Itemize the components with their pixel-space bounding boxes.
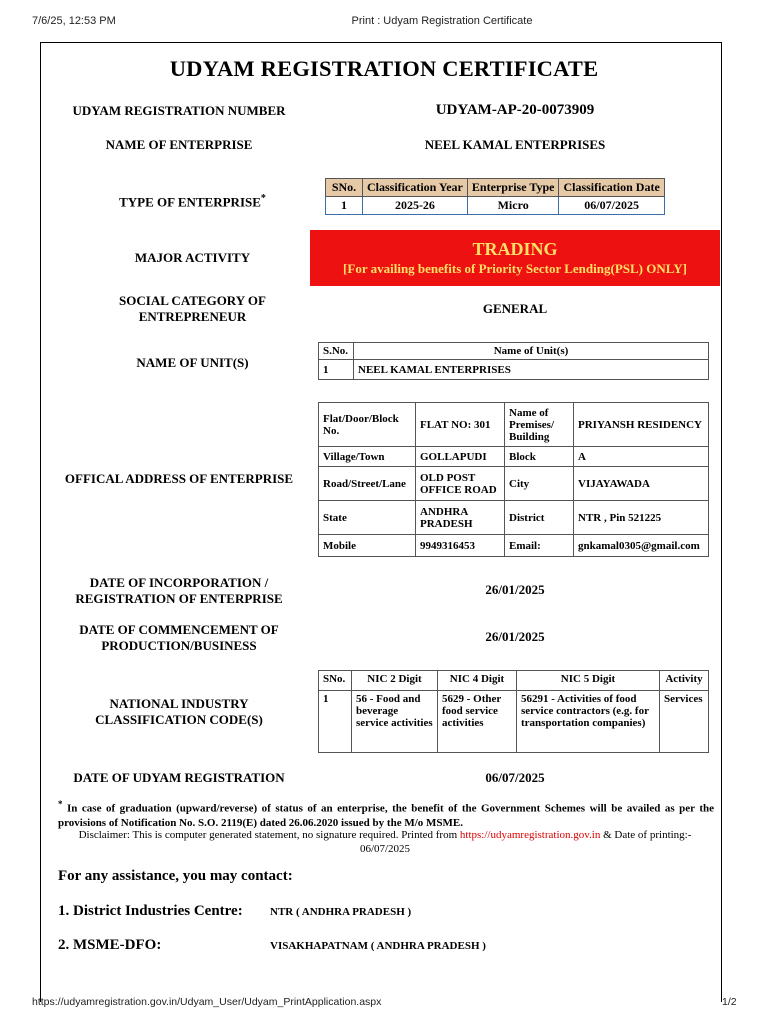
disclaimer-link[interactable]: https://udyamregistration.gov.in: [459, 829, 601, 841]
addr-district-label: District: [505, 501, 574, 535]
enterprise-name-label: NAME OF ENTERPRISE: [105, 137, 253, 152]
social-category-value: GENERAL: [482, 301, 548, 316]
addr-block-value: A: [574, 447, 709, 467]
addr-village-value: GOLLAPUDI: [416, 447, 505, 467]
addr-premises-label: Name of Premises/ Building: [505, 403, 574, 447]
addr-village-label: Village/Town: [319, 447, 416, 467]
addr-city-value: VIJAYAWADA: [574, 467, 709, 501]
print-page-count: 1/2: [722, 996, 737, 1008]
addr-premises-value: PRIYANSH RESIDENCY: [574, 403, 709, 447]
dic-value: NTR ( ANDHRA PRADESH ): [270, 906, 412, 918]
cls-header-sno: SNo.: [326, 179, 363, 197]
reg-number-value: UDYAM-AP-20-0073909: [435, 102, 595, 118]
major-activity-label: MAJOR ACTIVITY: [134, 250, 251, 265]
nic-cell-4digit: 5629 - Other food service activities: [438, 691, 517, 753]
addr-email-label: Email:: [505, 535, 574, 557]
addr-city-label: City: [505, 467, 574, 501]
nic-header-5digit: NIC 5 Digit: [517, 671, 660, 691]
social-category-label: SOCIAL CATEGORY OF ENTREPRENEUR: [119, 293, 266, 324]
address-table: [318, 402, 709, 557]
addr-road-label: Road/Street/Lane: [319, 467, 416, 501]
print-page-title: Print : Udyam Registration Certificate: [351, 15, 533, 27]
msme-value: VISAKHAPATNAM ( ANDHRA PRADESH ): [270, 940, 486, 952]
cls-header-year: Classification Year: [363, 179, 468, 197]
nic-label: NATIONAL INDUSTRY CLASSIFICATION CODE(S): [95, 696, 263, 727]
assistance-heading: For any assistance, you may contact:: [58, 868, 293, 884]
disclaimer: Disclaimer: This is computer generated statement, no signature required. Printed from https://udyamregistration.gov.in & Date of printing:- 06/07/2025: [78, 829, 692, 855]
incorporation-date: 26/01/2025: [485, 582, 545, 597]
nic-cell-5digit: 56291 - Activities of food service contractors (e.g. for transportation companies): [517, 691, 660, 753]
cls-cell-date: 06/07/2025: [559, 197, 664, 215]
addr-road-value: OLD POST OFFICE ROAD: [416, 467, 505, 501]
units-header-name: Name of Unit(s): [354, 343, 709, 360]
address-label: OFFICAL ADDRESS OF ENTERPRISE: [64, 471, 294, 486]
units-table: [318, 342, 709, 380]
enterprise-type-label: TYPE OF ENTERPRISE*: [119, 193, 266, 210]
udyam-date-value: 06/07/2025: [485, 770, 545, 785]
cls-cell-type: Micro: [467, 197, 559, 215]
cls-header-date: Classification Date: [559, 179, 664, 197]
commencement-label: DATE OF COMMENCEMENT OF PRODUCTION/BUSINESS: [79, 622, 279, 653]
units-label: NAME OF UNIT(S): [136, 355, 249, 370]
nic-table: [318, 670, 709, 753]
nic-cell-activity: Services: [660, 691, 709, 753]
addr-mobile-label: Mobile: [319, 535, 416, 557]
addr-mobile-value: 9949316453: [416, 535, 505, 557]
dic-label: 1. District Industries Centre:: [58, 903, 243, 919]
print-url: https://udyamregistration.gov.in/Udyam_User/Udyam_PrintApplication.aspx: [32, 996, 382, 1008]
certificate-title: UDYAM REGISTRATION CERTIFICATE: [169, 56, 599, 81]
major-activity-banner: [310, 230, 720, 286]
units-header-sno: S.No.: [319, 343, 354, 360]
addr-flat-value: FLAT NO: 301: [416, 403, 505, 447]
cls-cell-sno: 1: [326, 197, 363, 215]
cls-cell-year: 2025-26: [363, 197, 468, 215]
commencement-date: 26/01/2025: [485, 629, 545, 644]
enterprise-name-value: NEEL KAMAL ENTERPRISES: [424, 137, 606, 152]
reg-number-label: UDYAM REGISTRATION NUMBER: [72, 103, 286, 118]
footnote: * In case of graduation (upward/reverse) of status of an enterprise, the benefit of the Government Schemes will be availed as per the provisions of Notification No. S.O. 2119(E) dated 26.06.2020 issued by the M/o MSME.: [58, 799, 715, 829]
nic-header-activity: Activity: [660, 671, 709, 691]
nic-cell-sno: 1: [319, 691, 352, 753]
addr-district-value: NTR , Pin 521225: [574, 501, 709, 535]
cls-header-type: Enterprise Type: [467, 179, 559, 197]
nic-header-4digit: NIC 4 Digit: [438, 671, 517, 691]
udyam-date-label: DATE OF UDYAM REGISTRATION: [73, 770, 285, 785]
addr-email-value: gnkamal0305@gmail.com: [574, 535, 709, 557]
addr-block-label: Block: [505, 447, 574, 467]
units-cell-name: NEEL KAMAL ENTERPRISES: [354, 360, 709, 380]
nic-cell-2digit: 56 - Food and beverage service activities: [352, 691, 438, 753]
incorporation-label: DATE OF INCORPORATION / REGISTRATION OF ENTERPRISE: [75, 575, 283, 606]
nic-header-2digit: NIC 2 Digit: [352, 671, 438, 691]
addr-flat-label: Flat/Door/Block No.: [319, 403, 416, 447]
classification-table: [325, 178, 665, 215]
addr-state-value: ANDHRA PRADESH: [416, 501, 505, 535]
nic-header-sno: SNo.: [319, 671, 352, 691]
major-activity-value: TRADING: [472, 239, 558, 259]
addr-state-label: State: [319, 501, 416, 535]
print-datetime: 7/6/25, 12:53 PM: [32, 15, 116, 27]
units-cell-sno: 1: [319, 360, 354, 380]
msme-label: 2. MSME-DFO:: [58, 937, 162, 953]
major-activity-note: [For availing benefits of Priority Sector Lending(PSL) ONLY]: [343, 261, 687, 276]
